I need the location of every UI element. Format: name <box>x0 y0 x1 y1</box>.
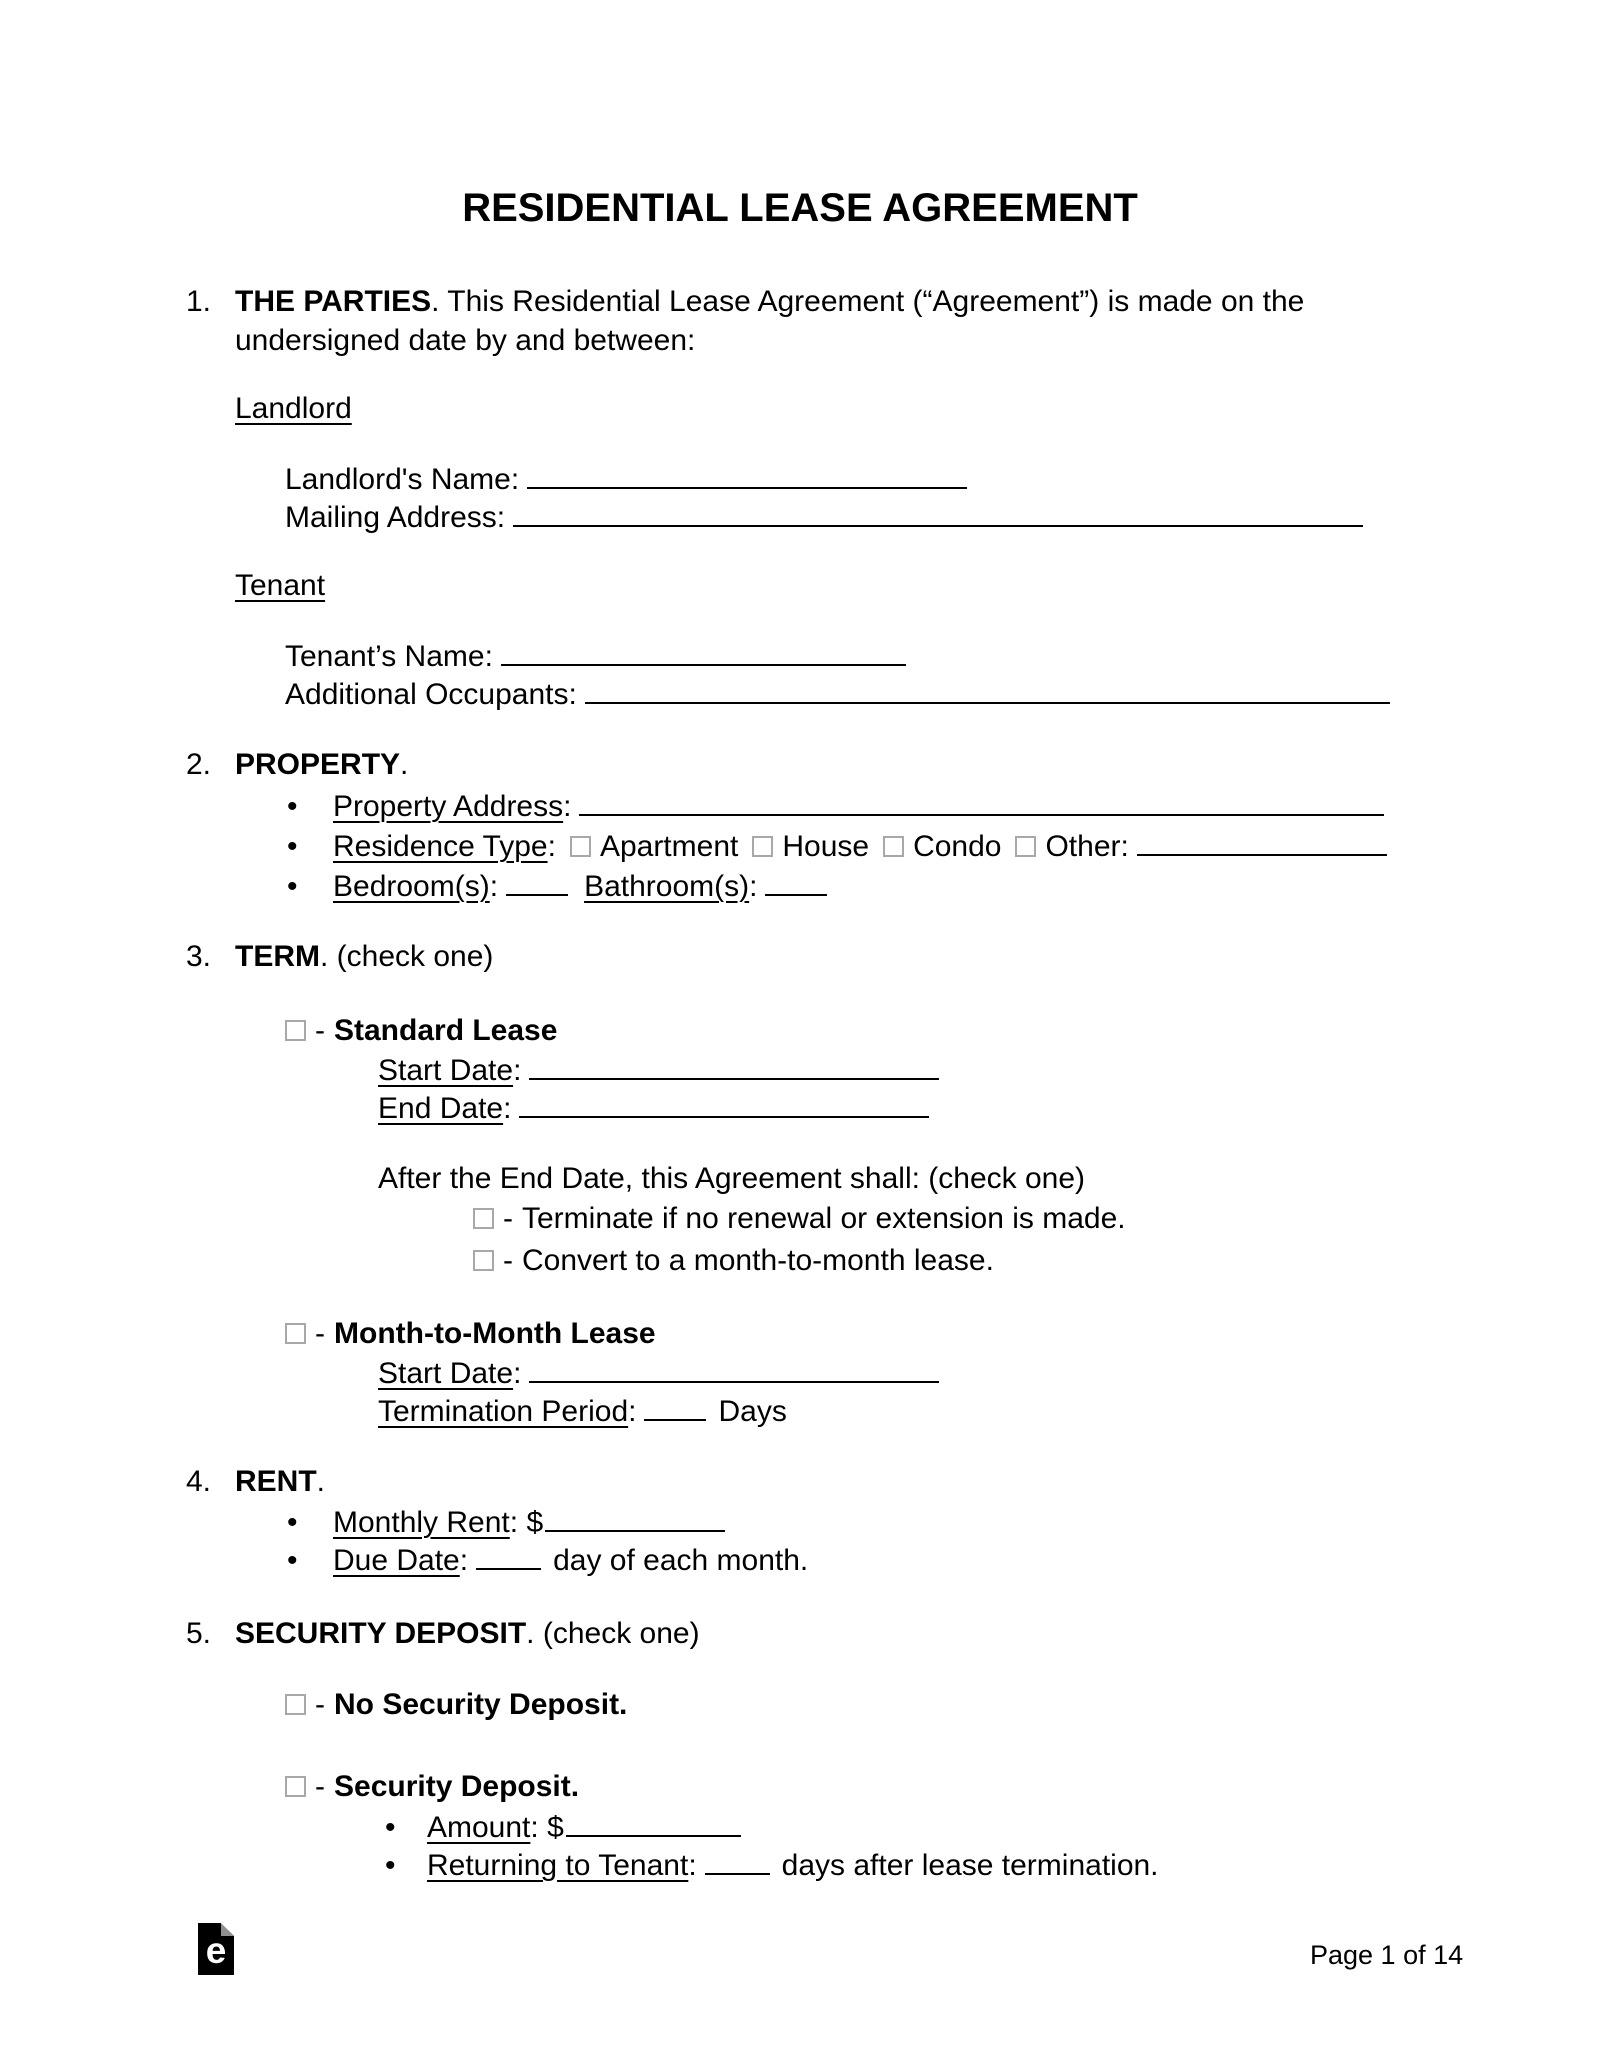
section-rent-heading: RENT <box>235 1465 317 1498</box>
standard-lease-line <box>285 1012 557 1050</box>
monthly-rent-label: Monthly Rent <box>333 1506 510 1539</box>
section-parties-intro-line2: undersigned date by and between: <box>235 324 696 357</box>
convert-option-checkbox[interactable] <box>473 1250 494 1271</box>
after-end-date-note: After the End Date, this Agreement shall: (check one) <box>378 1162 1086 1195</box>
bullet-icon: • <box>287 870 298 903</box>
section-security-number: 5. <box>186 1617 212 1650</box>
landlord-heading-line <box>235 390 352 428</box>
returning-line <box>383 1845 1159 1885</box>
termination-period-label: Termination Period <box>378 1395 629 1428</box>
standard-end-date-line <box>378 1088 929 1128</box>
colon: : <box>547 830 556 863</box>
standard-end-date-blank[interactable] <box>519 1088 929 1118</box>
dash: - <box>503 1244 513 1277</box>
section-security-line <box>186 1615 700 1653</box>
colon: : <box>484 640 493 673</box>
bullet-icon: • <box>287 1544 298 1577</box>
dollar-sign: $ <box>526 1506 544 1539</box>
termination-period-blank[interactable] <box>644 1391 706 1421</box>
section-rent-period: . <box>316 1465 326 1498</box>
monthly-rent-blank[interactable] <box>545 1502 725 1532</box>
tenant-name-line <box>285 636 906 676</box>
section-security-heading: SECURITY DEPOSIT <box>235 1617 527 1650</box>
returning-blank[interactable] <box>705 1845 770 1875</box>
residence-type-label: Residence Type <box>333 830 548 863</box>
standard-start-date-line <box>378 1050 939 1090</box>
section-property-period: . <box>400 748 409 781</box>
residence-condo-label: Condo <box>913 830 1002 863</box>
section-property-line <box>186 746 408 784</box>
eforms-logo <box>198 1923 234 1975</box>
due-date-line <box>285 1540 808 1580</box>
due-date-label: Due Date <box>333 1544 460 1577</box>
additional-occupants-line <box>285 674 1390 714</box>
due-date-blank[interactable] <box>476 1540 541 1570</box>
property-address-line <box>285 786 1384 826</box>
colon: : <box>568 678 577 711</box>
tenant-name-blank[interactable] <box>501 636 906 666</box>
dash: - <box>315 1014 325 1047</box>
bullet-icon: • <box>287 1506 298 1539</box>
eforms-logo-letter: e <box>205 1930 227 1971</box>
page-title: RESIDENTIAL LEASE AGREEMENT <box>462 186 1138 230</box>
mtm-start-date-label: Start Date <box>378 1357 514 1390</box>
no-security-deposit-label: No Security Deposit. <box>334 1688 628 1721</box>
terminate-option-line <box>473 1200 1126 1238</box>
deposit-amount-blank[interactable] <box>566 1807 741 1837</box>
bullet-icon: • <box>385 1811 396 1844</box>
deposit-amount-label: Amount <box>427 1811 531 1844</box>
residence-house-checkbox[interactable] <box>752 836 773 857</box>
residence-other-label: Other: <box>1045 830 1129 863</box>
security-deposit-label: Security Deposit. <box>334 1770 580 1803</box>
terminate-option-checkbox[interactable] <box>473 1208 494 1229</box>
month-to-month-checkbox[interactable] <box>285 1323 306 1344</box>
section-rent-line <box>186 1463 325 1501</box>
bullet-icon: • <box>287 790 298 823</box>
bullet-icon: • <box>287 830 298 863</box>
month-to-month-label: Month-to-Month Lease <box>334 1317 656 1350</box>
tenant-heading-line <box>235 567 325 605</box>
section-property-number: 2. <box>186 748 212 781</box>
residence-other-blank[interactable] <box>1137 826 1387 856</box>
section-term-line <box>186 938 493 976</box>
additional-occupants-label: Additional Occupants <box>285 678 569 711</box>
colon: : <box>688 1849 697 1882</box>
landlord-name-label: Landlord's Name <box>285 463 511 496</box>
colon: : <box>489 870 499 903</box>
section-parties-heading: THE PARTIES <box>235 285 432 318</box>
dash: - <box>503 1202 513 1235</box>
standard-lease-label: Standard Lease <box>334 1014 558 1047</box>
colon: : <box>496 501 506 534</box>
residence-apartment-label: Apartment <box>599 830 739 863</box>
monthly-rent-line <box>285 1502 725 1542</box>
landlord-name-line <box>285 459 967 499</box>
mailing-address-line <box>285 497 1363 537</box>
colon: : <box>628 1395 637 1428</box>
residence-condo-checkbox[interactable] <box>883 836 904 857</box>
section-parties-line1 <box>186 283 1304 321</box>
returning-suffix: days after lease termination. <box>781 1849 1159 1882</box>
page-indicator: Page 1 of 14 <box>1310 1940 1464 1970</box>
section-term-suffix: . (check one) <box>320 940 494 973</box>
dollar-sign: $ <box>547 1811 564 1844</box>
mtm-start-date-blank[interactable] <box>529 1353 939 1383</box>
mailing-address-label: Mailing Address <box>285 501 497 534</box>
section-property-heading: PROPERTY <box>235 748 401 781</box>
section-parties-intro: . This Residential Lease Agreement (“Agreement”) is made on the <box>431 285 1305 318</box>
section-parties-number: 1. <box>186 285 212 318</box>
dash: - <box>315 1770 325 1803</box>
bullet-icon: • <box>385 1849 396 1882</box>
bedrooms-bathrooms-line <box>285 866 827 906</box>
dash: - <box>315 1317 325 1350</box>
section-rent-number: 4. <box>186 1465 212 1498</box>
bathrooms-label: Bathroom(s) <box>584 870 750 903</box>
deposit-amount-line <box>383 1807 741 1847</box>
terminate-option-label: Terminate if no renewal or extension is made. <box>522 1202 1126 1235</box>
property-address-label: Property Address <box>333 790 564 823</box>
colon: : <box>513 1357 522 1390</box>
tenant-name-label: Tenant’s Name <box>285 640 485 673</box>
residence-other-checkbox[interactable] <box>1015 836 1036 857</box>
after-end-date-line <box>378 1160 1085 1198</box>
dash: - <box>315 1688 325 1721</box>
termination-period-line <box>378 1391 787 1431</box>
standard-start-date-blank[interactable] <box>529 1050 939 1080</box>
colon: : <box>513 1054 522 1087</box>
landlord-name-blank[interactable] <box>527 459 967 489</box>
residence-type-line <box>285 826 1387 866</box>
bathrooms-blank[interactable] <box>765 866 827 896</box>
month-to-month-line <box>285 1315 656 1353</box>
landlord-heading: Landlord <box>235 392 352 425</box>
residence-apartment-checkbox[interactable] <box>570 836 591 857</box>
termination-period-suffix: Days <box>718 1395 787 1428</box>
security-deposit-checkbox[interactable] <box>285 1776 306 1797</box>
no-security-deposit-checkbox[interactable] <box>285 1694 306 1715</box>
section-parties-line2 <box>235 322 695 360</box>
bedrooms-blank[interactable] <box>506 866 568 896</box>
section-term-number: 3. <box>186 940 212 973</box>
section-term-heading: TERM <box>235 940 320 973</box>
returning-label: Returning to Tenant <box>427 1849 689 1882</box>
security-deposit-line <box>285 1768 579 1806</box>
standard-start-date-label: Start Date <box>378 1054 514 1087</box>
convert-option-label: Convert to a month-to-month lease. <box>522 1244 994 1277</box>
due-date-suffix: day of each month. <box>553 1544 809 1577</box>
colon: : <box>459 1544 469 1577</box>
colon: : <box>530 1811 539 1844</box>
additional-occupants-blank[interactable] <box>585 674 1390 704</box>
tenant-heading: Tenant <box>235 569 326 602</box>
property-address-blank[interactable] <box>579 786 1384 816</box>
colon: : <box>509 1506 519 1539</box>
standard-end-date-label: End Date <box>378 1092 504 1125</box>
colon: : <box>510 463 520 496</box>
mtm-start-date-line <box>378 1353 939 1393</box>
section-security-suffix: . (check one) <box>526 1617 700 1650</box>
standard-lease-checkbox[interactable] <box>285 1020 306 1041</box>
convert-option-line <box>473 1242 994 1280</box>
mailing-address-blank[interactable] <box>513 497 1363 527</box>
colon: : <box>563 790 572 823</box>
colon: : <box>503 1092 512 1125</box>
residence-house-label: House <box>782 830 870 863</box>
bedrooms-label: Bedroom(s) <box>333 870 490 903</box>
colon: : <box>749 870 758 903</box>
no-security-deposit-line <box>285 1686 627 1724</box>
